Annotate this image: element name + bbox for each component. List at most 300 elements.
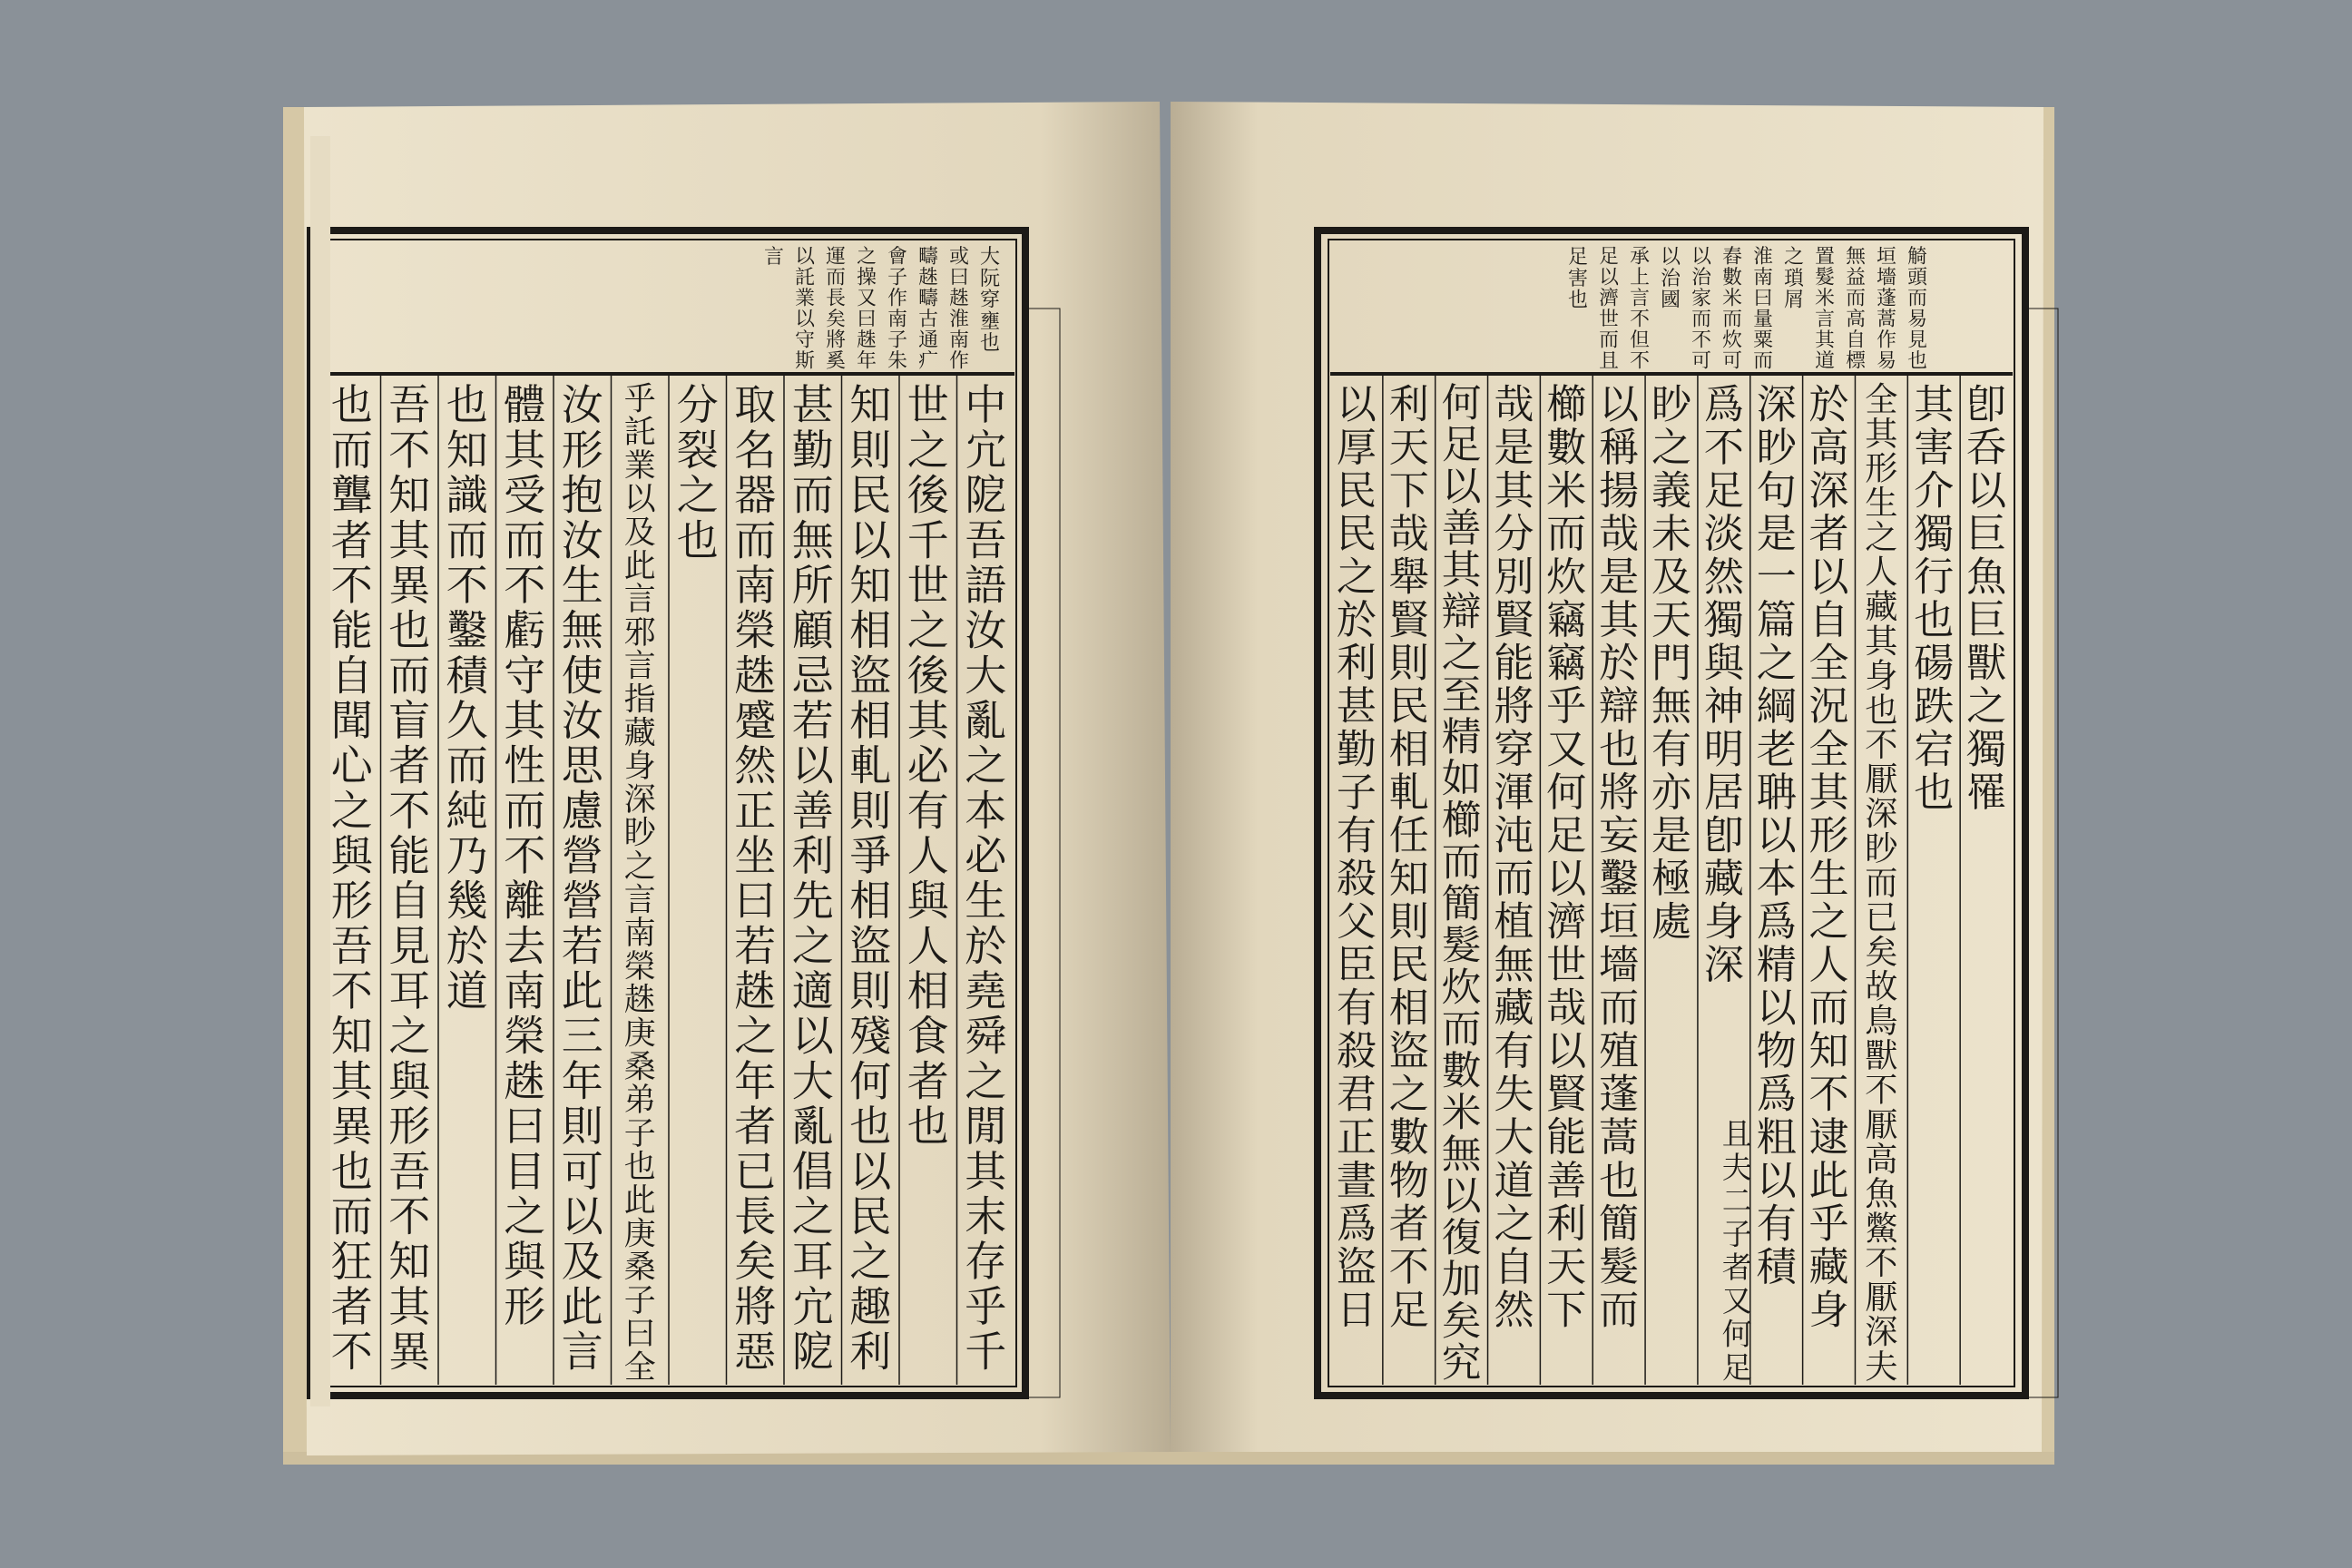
right-body-char: 米 — [1441, 1090, 1482, 1137]
left-body-char: 利 — [849, 1327, 892, 1377]
right-body-char: 利 — [1546, 1200, 1587, 1248]
left-body-char: 惡 — [734, 1327, 777, 1377]
right-body-char: 綱 — [1756, 683, 1797, 730]
right-body-char: 其 — [1865, 621, 1898, 661]
left-body-char: 知 — [849, 380, 892, 430]
right-body-char: 巨 — [1966, 510, 2007, 557]
left-body-char: 不 — [330, 1327, 373, 1377]
left-header-note-column — [887, 246, 907, 373]
left-body-char: 知 — [388, 470, 431, 520]
left-body-char: 則 — [561, 1102, 603, 1152]
left-body-char: 目 — [504, 1146, 546, 1196]
right-body-char: 櫛 — [1546, 381, 1587, 428]
left-body-char: 所 — [791, 560, 834, 610]
left-header-note-char: 古 — [918, 308, 938, 331]
left-header-note-column — [980, 246, 1000, 355]
left-body-char: 不 — [388, 786, 431, 836]
left-fold-strip — [310, 136, 330, 1406]
right-body-char: 妄 — [1599, 812, 1640, 859]
right-body-char: 又 — [1546, 726, 1587, 773]
right-body-char: 數 — [1441, 1048, 1482, 1095]
right-header-note-char: 但 — [1630, 328, 1650, 352]
left-body-char: 桑 — [623, 1049, 656, 1086]
right-body-char: 是 — [1494, 424, 1534, 471]
right-body-char: 淡 — [1703, 510, 1744, 557]
right-body-char: 卽 — [1703, 812, 1744, 859]
left-body-char: 抱 — [561, 470, 603, 520]
right-body-char: 大 — [1494, 1114, 1534, 1161]
left-body-char: 之 — [906, 605, 949, 655]
right-body-char: 有 — [1336, 812, 1377, 859]
left-body-char: 堯 — [965, 966, 1007, 1016]
left-body-char: 千 — [906, 515, 949, 565]
right-header-note-column — [1691, 246, 1712, 373]
right-body-char: 深 — [1865, 1312, 1898, 1352]
left-header-note-char: 南 — [949, 328, 969, 352]
right-header-note-column — [1784, 246, 1804, 312]
right-body-char: 其 — [1494, 467, 1534, 514]
right-body-char: 碭 — [1914, 640, 1955, 687]
right-body-char: 亦 — [1651, 769, 1691, 817]
right-body-char: 深 — [1756, 381, 1797, 428]
right-body-char: 而 — [1865, 863, 1898, 903]
right-body-char: 不 — [1865, 1070, 1898, 1110]
left-body-char: 汝 — [561, 380, 603, 430]
left-body-char: 可 — [561, 1146, 603, 1196]
left-body-char: 之 — [965, 1056, 1007, 1106]
left-body-char: 南 — [504, 966, 546, 1016]
left-body-char: 形 — [330, 876, 373, 926]
right-body-char: 居 — [1703, 769, 1744, 817]
right-header-note-char: 炊 — [1722, 328, 1742, 352]
right-body-char: 殺 — [1336, 856, 1377, 903]
right-body-char: 也 — [1599, 1157, 1640, 1204]
left-body-char: 營 — [561, 831, 603, 881]
left-body-char: 然 — [734, 740, 777, 790]
left-body-char: 不 — [446, 560, 488, 610]
right-body-char: 道 — [1494, 1157, 1534, 1204]
left-header-note-char: 運 — [826, 245, 846, 269]
right-body-char: 知 — [1808, 1028, 1849, 1075]
right-header-note-char: 濟 — [1599, 287, 1619, 310]
right-body-column — [1337, 381, 1378, 1333]
right-body-char: 足 — [1388, 1287, 1429, 1334]
right-header-note-char: 蒿 — [1877, 308, 1896, 331]
right-body-char: 不 — [1808, 1071, 1849, 1118]
right-subheading-char: 足 — [1721, 1349, 1752, 1386]
left-body-char: 與 — [388, 1056, 431, 1106]
left-header-note-char: 大 — [979, 246, 1001, 270]
right-body-char: 然 — [1494, 1287, 1534, 1334]
left-body-char: 異 — [388, 560, 431, 610]
right-body-char: 也 — [1599, 726, 1640, 773]
left-body-char: 而 — [791, 470, 834, 520]
right-body-char: 渾 — [1494, 769, 1534, 817]
right-body-char: 善 — [1546, 1157, 1587, 1204]
left-body-char: 若 — [561, 921, 603, 971]
right-body-char: 不 — [1865, 725, 1898, 765]
left-body-column — [388, 380, 433, 1376]
left-body-char: 民 — [849, 1191, 892, 1241]
left-header-note-char: 奚 — [826, 349, 846, 373]
right-body-char: 鱉 — [1865, 1209, 1898, 1249]
left-body-char: 也 — [906, 1102, 949, 1152]
left-body-char: 器 — [734, 470, 777, 520]
right-body-char: 賢 — [1388, 596, 1429, 643]
left-body-column — [677, 380, 719, 564]
left-header-note-char: 守 — [795, 328, 815, 352]
left-body-char: 體 — [504, 380, 546, 430]
right-body-char: 利 — [1388, 381, 1429, 428]
right-body-char: 身 — [1703, 898, 1744, 946]
left-body-char: 而 — [734, 515, 777, 565]
left-header-note-char: 子 — [887, 266, 907, 289]
left-body-char: 不 — [388, 425, 431, 475]
right-body-char: 義 — [1651, 467, 1691, 514]
left-body-char: 生 — [561, 560, 603, 610]
right-body-char: 足 — [1546, 812, 1587, 859]
left-body-char: 知 — [446, 425, 488, 475]
right-body-char: 而 — [1546, 510, 1587, 557]
right-body-char: 天 — [1651, 596, 1691, 643]
right-header-note-char: 害 — [1567, 267, 1589, 290]
right-subheading-char: 二 — [1721, 1182, 1752, 1219]
right-body-char: 何 — [1546, 769, 1587, 817]
right-body-char: 世 — [1546, 942, 1587, 989]
right-header-note-char: 米 — [1815, 287, 1835, 310]
left-body-char: 者 — [734, 1102, 777, 1152]
left-header-note-char: 通 — [918, 328, 938, 352]
right-body-char: 將 — [1494, 683, 1534, 730]
left-body-char: 無 — [561, 605, 603, 655]
left-body-char: 宂 — [965, 425, 1007, 475]
left-body-char: 世 — [906, 380, 949, 430]
right-body-char: 臣 — [1336, 942, 1377, 989]
left-body-char: 名 — [734, 425, 777, 475]
right-body-char: 以 — [1599, 381, 1640, 428]
left-body-char: 言 — [623, 648, 656, 685]
right-body-char: 聃 — [1756, 769, 1797, 817]
left-body-char: 業 — [623, 447, 656, 485]
left-body-char: 使 — [561, 651, 603, 701]
right-body-char: 厭 — [1865, 760, 1898, 799]
right-header-note-char: 言 — [1815, 308, 1835, 331]
left-body-char: 必 — [906, 740, 949, 790]
right-body-char: 賢 — [1546, 1071, 1587, 1118]
right-header-note-char: 垣 — [1877, 245, 1896, 269]
right-body-char: 獸 — [1966, 640, 2007, 687]
right-body-char: 有 — [1756, 1200, 1797, 1248]
right-body-char: 其 — [1441, 547, 1482, 594]
right-header-note-char: 之 — [1783, 246, 1805, 270]
right-body-column — [1704, 381, 1747, 988]
right-body-char: 老 — [1756, 726, 1797, 773]
right-body-char: 而 — [1599, 985, 1640, 1032]
left-body-char: 分 — [676, 380, 719, 430]
right-header-note-char: 置 — [1815, 245, 1835, 269]
right-body-char: 而 — [1599, 1287, 1640, 1334]
right-body-char: 鑿 — [1599, 856, 1640, 903]
left-header-note-char: 趎 — [857, 328, 877, 352]
right-body-char: 門 — [1651, 640, 1691, 687]
right-body-char: 竊 — [1546, 596, 1587, 643]
left-body-char: 長 — [734, 1191, 777, 1241]
left-body-char: 則 — [849, 786, 892, 836]
left-body-char: 之 — [623, 848, 656, 886]
right-header-note-char: 不 — [1630, 349, 1650, 373]
left-body-char: 幾 — [446, 876, 488, 926]
right-body-char: 簡 — [1441, 881, 1482, 928]
left-body-char: 趎 — [623, 982, 656, 1019]
right-body-char: 獨 — [1703, 596, 1744, 643]
right-body-char: 積 — [1756, 1243, 1797, 1290]
left-header-note-char: 疇 — [918, 245, 938, 269]
left-body-char: 也 — [676, 515, 719, 565]
left-body-char: 而 — [504, 515, 546, 565]
left-header-note-char: 長 — [826, 287, 846, 310]
left-body-char: 宂 — [791, 1281, 834, 1331]
right-body-char: 髮 — [1441, 923, 1482, 970]
left-body-char: 此 — [623, 1182, 656, 1220]
right-body-char: 哉 — [1388, 510, 1429, 557]
right-header-note-column — [1599, 246, 1620, 373]
left-body-char: 桑 — [623, 1250, 656, 1287]
left-body-char: 之 — [791, 1191, 834, 1241]
left-body-char: 年 — [561, 1056, 603, 1106]
right-body-column — [1442, 380, 1484, 1387]
right-header-note-char: 也 — [1567, 289, 1589, 312]
right-header-note-char: 自 — [1846, 328, 1866, 352]
left-header-note-column — [857, 246, 877, 373]
right-body-char: 精 — [1756, 942, 1797, 989]
right-header-note-column — [1815, 246, 1836, 373]
right-header-note-char: 以 — [1660, 246, 1681, 270]
right-body-char: 不 — [1865, 1243, 1898, 1283]
left-header-note-char: 會 — [887, 245, 907, 269]
right-body-char: 炊 — [1441, 965, 1482, 1012]
right-subheading-char: 子 — [1721, 1216, 1752, 1252]
right-header-note-column — [1877, 246, 1896, 373]
left-header-note-char: 趎 — [918, 266, 938, 289]
left-body-char: 曰 — [504, 1102, 546, 1152]
right-body-char: 明 — [1703, 726, 1744, 773]
left-body-char: 閒 — [965, 1102, 1007, 1152]
right-body-column — [1757, 381, 1799, 1289]
right-body-char: 簡 — [1599, 1200, 1640, 1248]
left-body-char: 坐 — [734, 831, 777, 881]
right-header-note-char: 而 — [1846, 287, 1866, 310]
right-body-char: 有 — [1494, 1028, 1534, 1075]
right-body-column — [1966, 381, 2008, 816]
right-header-note-char: 易 — [1877, 349, 1896, 373]
right-body-char: 眇 — [1651, 381, 1691, 428]
left-body-char: 盜 — [849, 651, 892, 701]
right-body-char: 不 — [1388, 1243, 1429, 1290]
left-body-char: 取 — [734, 380, 777, 430]
left-body-char: 適 — [791, 966, 834, 1016]
right-body-char: 也 — [1914, 596, 1955, 643]
right-body-char: 爲 — [1336, 1200, 1377, 1248]
right-body-char: 全 — [1808, 726, 1849, 773]
right-body-char: 爲 — [1756, 898, 1797, 946]
right-header-note-column — [1846, 246, 1867, 373]
left-body-char: 者 — [330, 515, 373, 565]
left-body-column — [331, 380, 376, 1376]
right-header-note-char: 南 — [1753, 266, 1773, 289]
right-body-char: 精 — [1441, 714, 1482, 761]
left-body-char: 軋 — [849, 740, 892, 790]
right-body-column — [1809, 381, 1851, 1333]
left-body-char: 以 — [849, 1146, 892, 1196]
right-header-note-column — [1630, 246, 1650, 373]
right-body-char: 有 — [1336, 985, 1377, 1032]
left-body-char: 於 — [965, 921, 1007, 971]
left-body-char: 庚 — [623, 1216, 656, 1253]
right-body-char: 之 — [1494, 1200, 1534, 1248]
left-body-char: 勤 — [791, 425, 834, 475]
left-header-note-char: 子 — [887, 328, 907, 352]
right-body-char: 辯 — [1441, 589, 1482, 636]
left-body-char: 形 — [561, 425, 603, 475]
right-body-char: 而 — [1808, 985, 1849, 1032]
left-body-char: 藏 — [623, 715, 656, 752]
right-body-char: 自 — [1494, 1243, 1534, 1290]
left-body-char: 相 — [849, 695, 892, 745]
left-body-char: 與 — [906, 876, 949, 926]
left-body-char: 相 — [849, 605, 892, 655]
left-body-char: 若 — [791, 695, 834, 745]
right-header-note-column — [1722, 246, 1742, 373]
left-body-char: 不 — [504, 560, 546, 610]
left-body-char: 言 — [623, 882, 656, 919]
left-header-note-char: 南 — [887, 308, 907, 331]
right-body-char: 人 — [1808, 942, 1849, 989]
left-body-column — [446, 380, 492, 1015]
right-body-char: 高 — [1808, 424, 1849, 471]
right-body-char: 分 — [1494, 510, 1534, 557]
right-body-char: 賢 — [1494, 596, 1534, 643]
right-body-char: 是 — [1651, 812, 1691, 859]
left-body-char: 者 — [388, 740, 431, 790]
left-body-char: 甚 — [791, 380, 834, 430]
right-body-char: 軋 — [1388, 769, 1429, 817]
left-header-note-char: 斯 — [795, 349, 815, 373]
left-body-char: 利 — [791, 831, 834, 881]
right-body-char: 米 — [1546, 467, 1587, 514]
right-body-char: 之 — [1336, 554, 1377, 601]
right-body-char: 以 — [1441, 1173, 1482, 1220]
left-body-char: 先 — [791, 876, 834, 926]
left-body-char: 知 — [330, 1011, 373, 1061]
left-body-char: 不 — [330, 560, 373, 610]
left-body-char: 及 — [623, 514, 656, 552]
right-body-char: 其 — [1914, 381, 1955, 428]
right-body-char: 哉 — [1546, 985, 1587, 1032]
right-body-char: 以 — [1546, 856, 1587, 903]
right-header-note-char: 而 — [1907, 287, 1927, 310]
left-body-char: 榮 — [623, 948, 656, 985]
right-body-char: 數 — [1388, 1114, 1429, 1161]
right-body-char: 介 — [1914, 467, 1955, 514]
left-header-note-char: 作 — [887, 287, 907, 310]
right-header-note-char: 觭 — [1907, 245, 1927, 269]
right-body-char: 盜 — [1388, 1028, 1429, 1075]
left-header-note-char: 言 — [763, 246, 785, 270]
left-body-char: 守 — [504, 651, 546, 701]
right-body-char: 以 — [1546, 1028, 1587, 1075]
right-header-note-char: 無 — [1846, 245, 1866, 269]
right-body-char: 形 — [1808, 812, 1849, 859]
left-body-char: 則 — [849, 425, 892, 475]
left-body-char: 後 — [906, 470, 949, 520]
right-header-note-char: 舂 — [1722, 245, 1742, 269]
right-body-char: 髮 — [1599, 1243, 1640, 1290]
right-body-char: 之 — [1441, 631, 1482, 678]
left-body-char: 三 — [561, 1011, 603, 1061]
right-body-char: 利 — [1336, 640, 1377, 687]
left-body-char: 與 — [504, 1237, 546, 1287]
left-body-char: 殘 — [849, 1011, 892, 1061]
right-body-char: 炊 — [1546, 554, 1587, 601]
right-body-char: 人 — [1865, 552, 1898, 592]
right-header-note-char: 而 — [1722, 308, 1742, 331]
left-body-char: 受 — [504, 470, 546, 520]
right-body-char: 民 — [1388, 942, 1429, 989]
left-body-char: 去 — [504, 921, 546, 971]
right-body-char: 以 — [1756, 812, 1797, 859]
left-body-char: 亂 — [791, 1102, 834, 1152]
left-body-char: 也 — [330, 1146, 373, 1196]
right-body-char: 能 — [1546, 1114, 1587, 1161]
right-body-char: 勤 — [1336, 726, 1377, 773]
left-body-char: 乎 — [623, 381, 656, 418]
right-body-char: 於 — [1599, 640, 1640, 687]
right-header-note-char: 以 — [1691, 245, 1711, 269]
left-body-char: 而 — [330, 425, 373, 475]
left-body-char: 能 — [388, 831, 431, 881]
left-body-char: 將 — [734, 1281, 777, 1331]
right-body-char: 之 — [1808, 898, 1849, 946]
left-body-char: 全 — [623, 1349, 656, 1387]
left-header-note-column — [764, 246, 784, 269]
right-body-char: 以 — [1756, 985, 1797, 1032]
left-body-char: 裂 — [676, 425, 719, 475]
right-body-char: 是 — [1599, 554, 1640, 601]
right-body-char: 藏 — [1865, 586, 1898, 626]
left-body-char: 之 — [504, 1191, 546, 1241]
left-header-note-char: 穿 — [979, 289, 1001, 312]
left-header-note-char: 年 — [857, 349, 877, 373]
left-body-char: 道 — [446, 966, 488, 1016]
left-body-char: 以 — [623, 481, 656, 518]
left-body-char: 其 — [504, 425, 546, 475]
left-body-char: 生 — [965, 876, 1007, 926]
left-body-char: 慮 — [561, 786, 603, 836]
right-body-char: 行 — [1914, 554, 1955, 601]
right-body-char: 有 — [1651, 726, 1691, 773]
left-body-char: 聾 — [330, 470, 373, 520]
left-body-char: 存 — [965, 1237, 1007, 1287]
left-body-char: 而 — [330, 1191, 373, 1241]
left-body-char: 之 — [734, 1011, 777, 1061]
right-body-char: 而 — [1441, 839, 1482, 887]
left-body-char: 言 — [561, 1327, 603, 1377]
right-body-char: 之 — [1865, 517, 1898, 557]
right-body-char: 任 — [1388, 812, 1429, 859]
right-header-note-char: 道 — [1815, 349, 1835, 373]
right-body-column — [1651, 381, 1693, 945]
left-body-char: 後 — [906, 651, 949, 701]
